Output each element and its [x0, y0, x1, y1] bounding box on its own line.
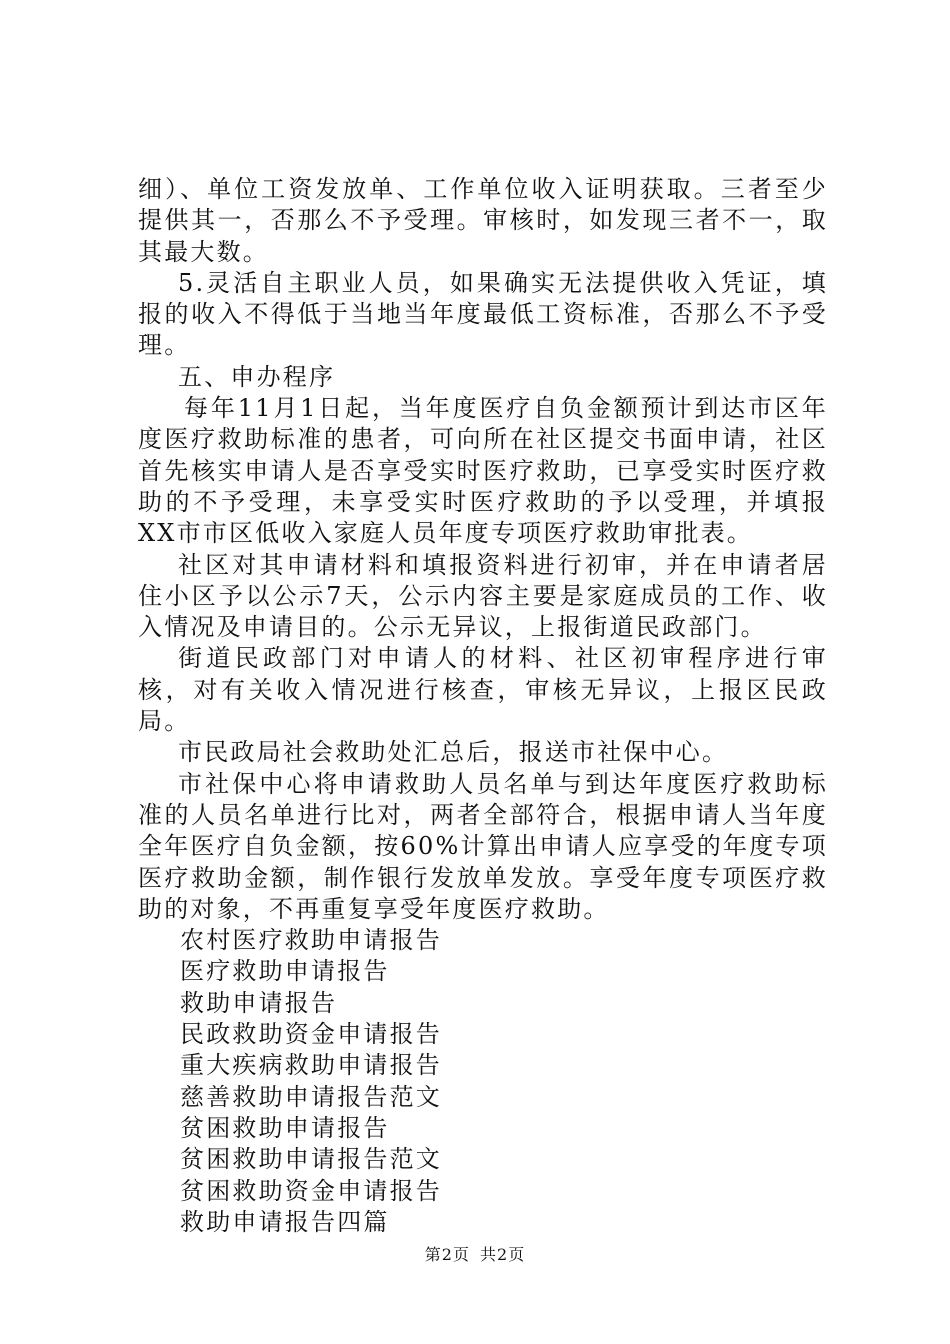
paragraph-flexible-workers: 5.灵活自主职业人员，如果确实无法提供收入凭证，填报的收入不得低于当地当年度最低工资标准，否那么不予受理。: [138, 268, 828, 360]
related-titles-list: [138, 925, 828, 1238]
related-title-item: 贫困救助资金申请报告: [180, 1176, 442, 1205]
related-title-item: 农村医疗救助申请报告: [180, 926, 442, 955]
related-title-item: 救助申请报告: [180, 988, 338, 1017]
related-title-item: 医疗救助申请报告: [180, 957, 390, 986]
paragraph-bureau-summary: 市民政局社会救助处汇总后，报送市社保中心。: [178, 738, 729, 767]
document-body: [138, 174, 828, 1238]
related-title-item: 救助申请报告四篇: [180, 1207, 390, 1236]
paragraph-application: 每年11月1日起，当年度医疗自负金额预计到达市区年度医疗救助标准的患者，可向所在社区提交书面申请，社区首先核实申请人是否享受实时医疗救助，已享受实时医疗救助的不予受理，未享受实时医疗救助的予以受理，并填报XX市市区低收入家庭人员年度专项医疗救助审批表。: [138, 394, 828, 548]
paragraph-income-proof: 细）、单位工资发放单、工作单位收入证明获取。三者至少提供其一，否那么不予受理。审核时，如发现三者不一，取其最大数。: [138, 175, 828, 266]
page-number: 第2页: [424, 1245, 470, 1264]
page-total: 共2页: [480, 1245, 526, 1264]
related-title-item: 贫困救助申请报告: [180, 1113, 390, 1142]
related-title-item: 贫困救助申请报告范文: [180, 1145, 442, 1174]
paragraph-social-security: 市社保中心将申请救助人员名单与到达年度医疗救助标准的人员名单进行比对，两者全部符合，根据申请人当年度全年医疗自负金额，按60%计算出申请人应享受的年度专项医疗救助金额，制作银行发放单发放。享受年度专项医疗救助的对象，不再重复享受年度医疗救助。: [138, 769, 828, 923]
related-title-item: 民政救助资金申请报告: [180, 1020, 442, 1049]
section-heading-procedure: 五、申办程序: [178, 362, 336, 391]
paragraph-community-review: 社区对其申请材料和填报资料进行初审，并在申请者居住小区予以公示7天，公示内容主要是家庭成员的工作、收入情况及申请目的。公示无异议，上报街道民政部门。: [138, 550, 828, 642]
related-title-item: 重大疾病救助申请报告: [180, 1051, 442, 1080]
related-title-item: 慈善救助申请报告范文: [180, 1082, 442, 1111]
page-footer: [0, 1242, 950, 1265]
paragraph-street-review: 街道民政部门对申请人的材料、社区初审程序进行审核，对有关收入情况进行核查，审核无异议，上报区民政局。: [138, 644, 828, 736]
